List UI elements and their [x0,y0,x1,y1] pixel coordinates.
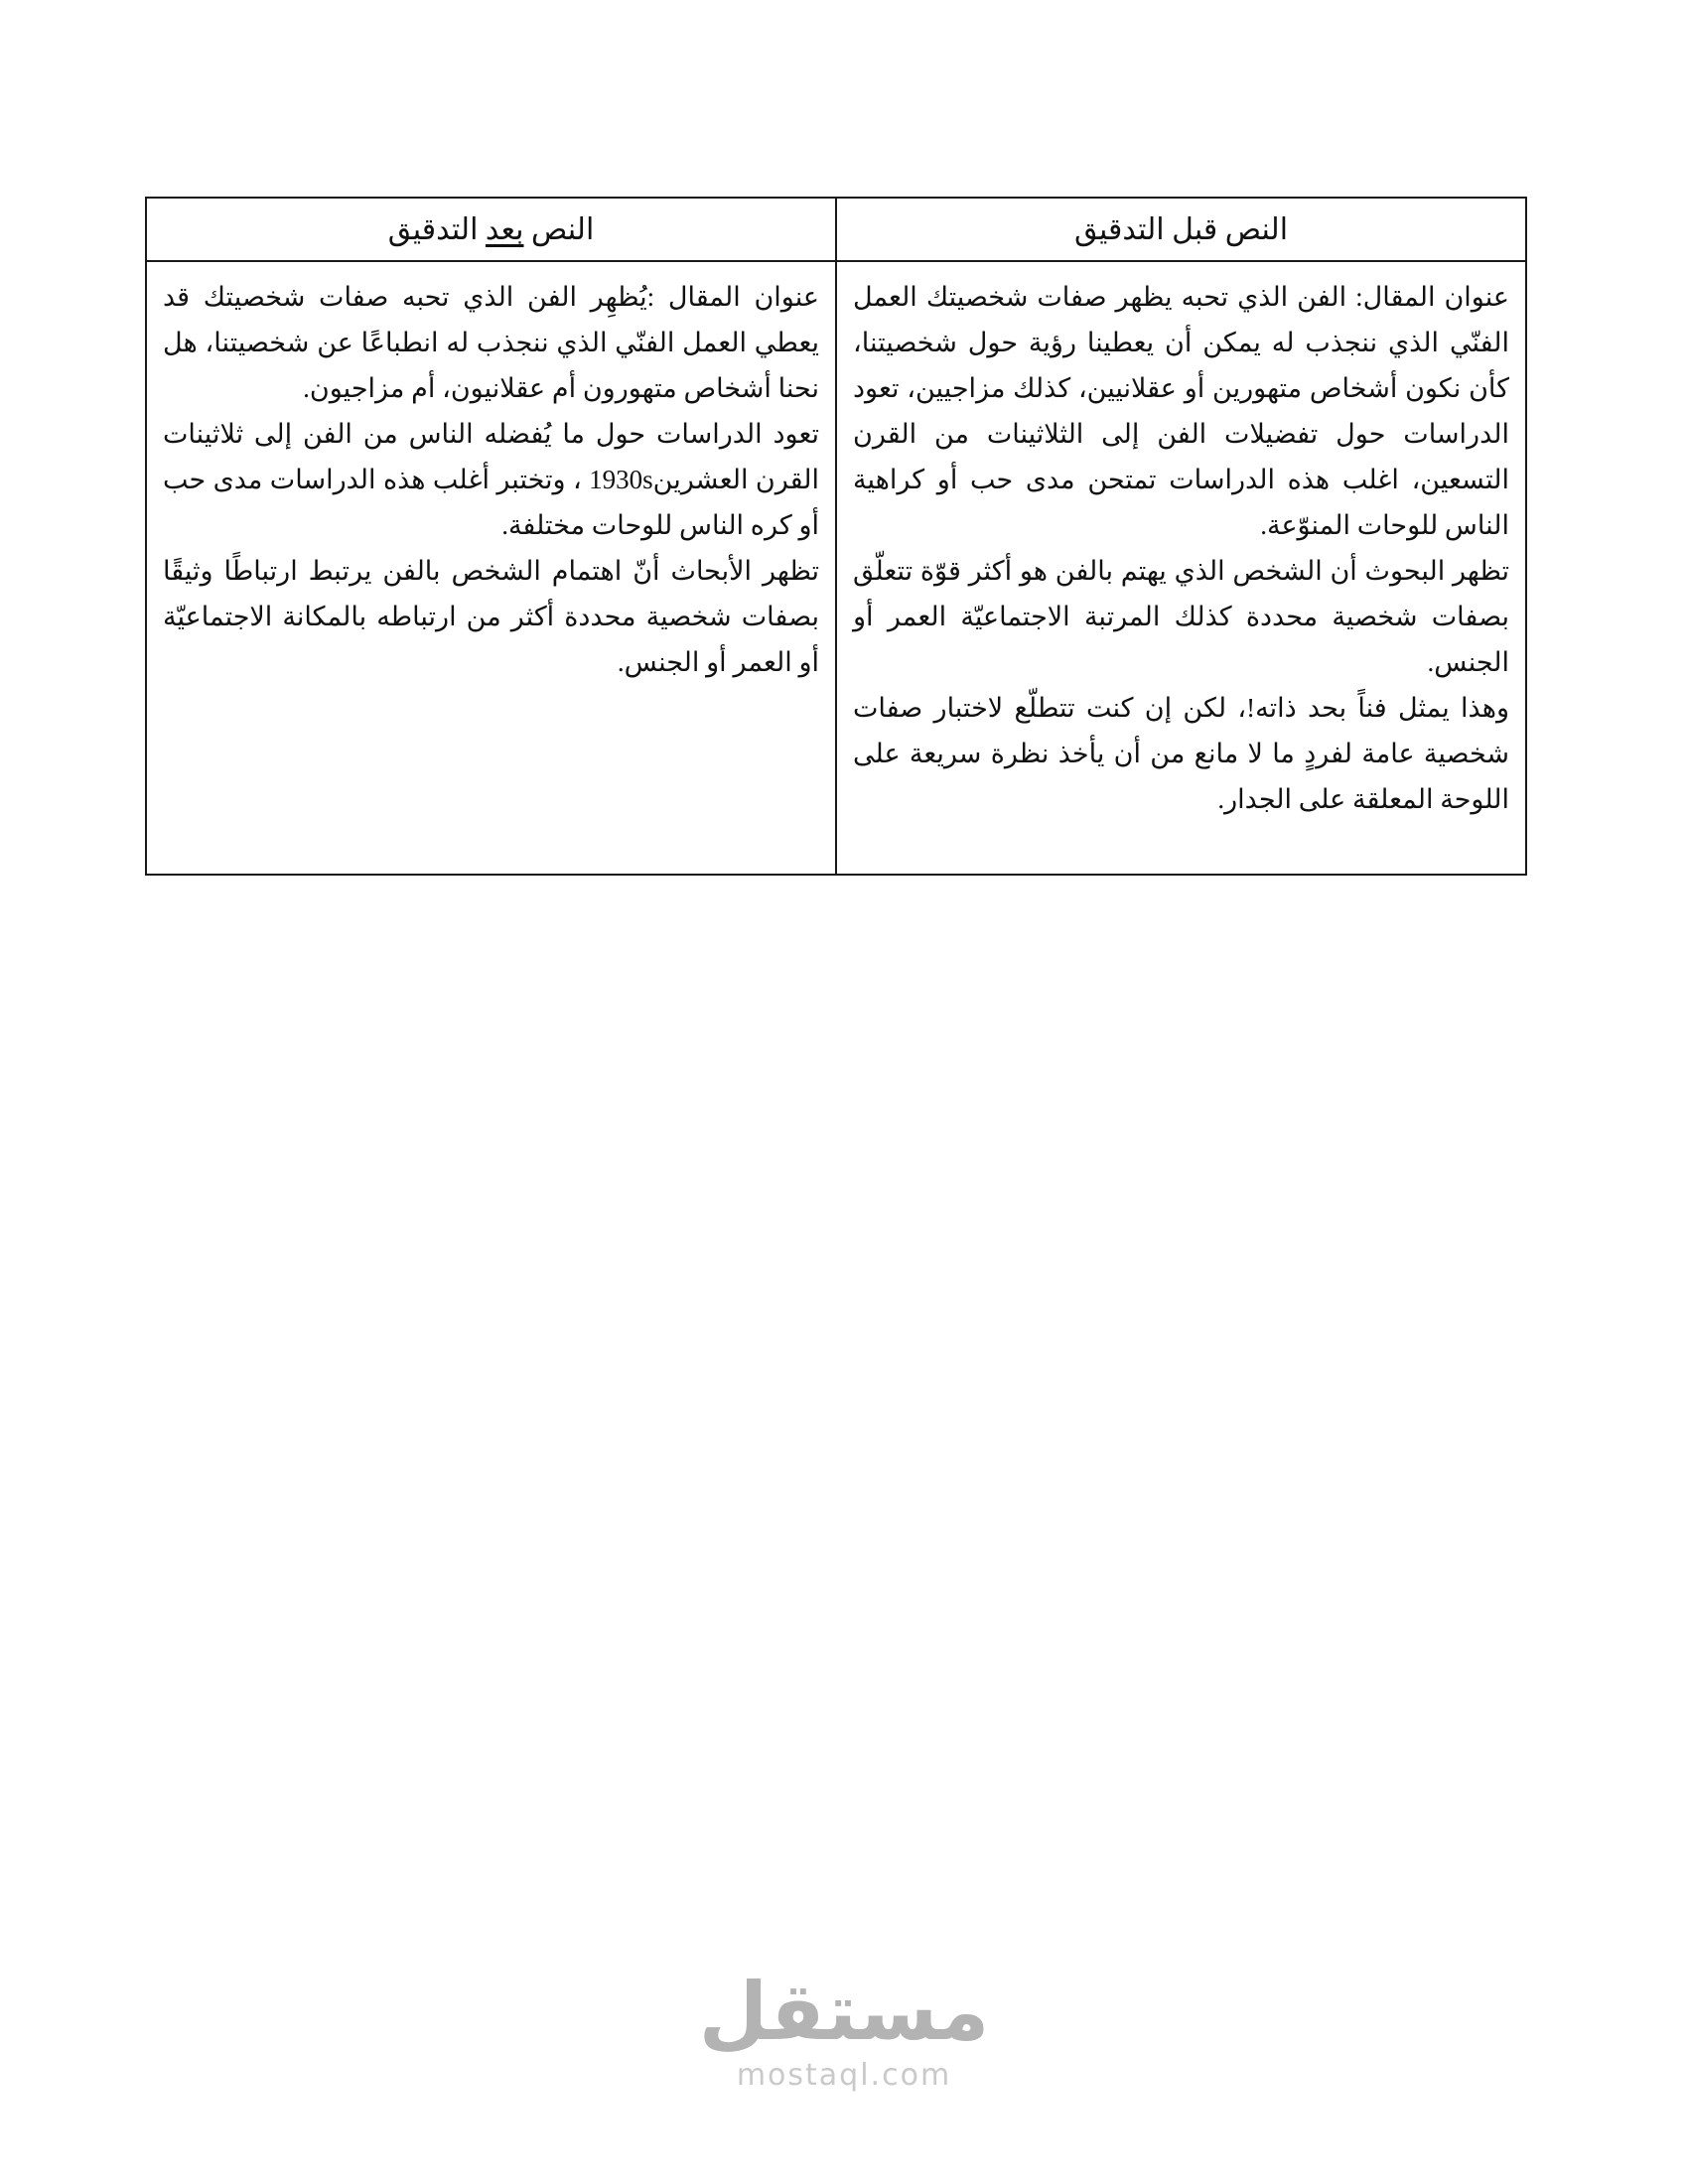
mostaql-logo: مستقل [698,1966,990,2058]
cell-before-edit [836,261,1526,875]
proofreading-comparison-table [145,197,1527,876]
column-header-before-edit [836,198,1526,261]
before-paragraph-3: وهذا يمثل فناً بحد ذاته!، لكن إن كنت تتطلّع لاختبار صفات شخصية عامة لفردٍ ما لا مانع من أن يأخذ نظرة سريعة على اللوحة المعلقة على الجدار. [853,693,1509,814]
table-header-row [146,198,1526,261]
after-paragraph-1: عنوان المقال :يُظهِر الفن الذي تحبه صفات شخصيتك قد يعطي العمل الفنّي الذي ننجذب له انطباعًا عن شخصيتنا، هل نحنا أشخاص متهورون أم عقلانيون، أم مزاجيون. [163,282,819,403]
after-paragraph-3: تظهر الأبحاث أنّ اهتمام الشخص بالفن يرتبط ارتباطًا وثيقًا بصفات شخصية محددة أكثر من ارتباطه بالمكانة الاجتماعيّة أو العمر أو الجنس. [163,556,819,677]
header-after-underlined-word: بعد [485,212,524,246]
before-text-block [837,262,1525,874]
watermark-domain-text: mostaql.com [736,2058,952,2093]
column-header-after-edit [146,198,836,261]
after-paragraph-2: تعود الدراسات حول ما يُفضله الناس من الفن إلى ثلاثينات القرن العشرين1930s ، وتختبر أغلب هذه الدراسات مدى حب أو كره الناس للوحات مختلفة. [163,419,819,540]
table-body-row [146,261,1526,875]
header-after-prefix: النص [523,212,595,246]
before-paragraph-2: تظهر البحوث أن الشخص الذي يهتم بالفن هو أكثر قوّة تتعلّق بصفات شخصية محددة كذلك المرتبة الاجتماعيّة العمر أو الجنس. [853,556,1509,677]
cell-after-edit [146,261,836,875]
header-before-label: النص قبل التدقيق [1073,212,1289,246]
header-after-suffix: التدقيق [387,212,486,246]
after-text-block [147,262,835,874]
before-paragraph-1: عنوان المقال: الفن الذي تحبه يظهر صفات شخصيتك العمل الفنّي الذي ننجذب له يمكن أن يعطينا رؤية حول شخصيتنا، كأن نكون أشخاص متهورين أو عقلانيين، كذلك مزاجيين، تعود الدراسات حول تفضيلات الفن إلى الثلاثينات من القرن التسعين، اغلب هذه الدراسات تمتحن مدى حب أو كراهية الناس للوحات المنوّعة. [853,282,1509,540]
watermark [0,1966,1688,2093]
